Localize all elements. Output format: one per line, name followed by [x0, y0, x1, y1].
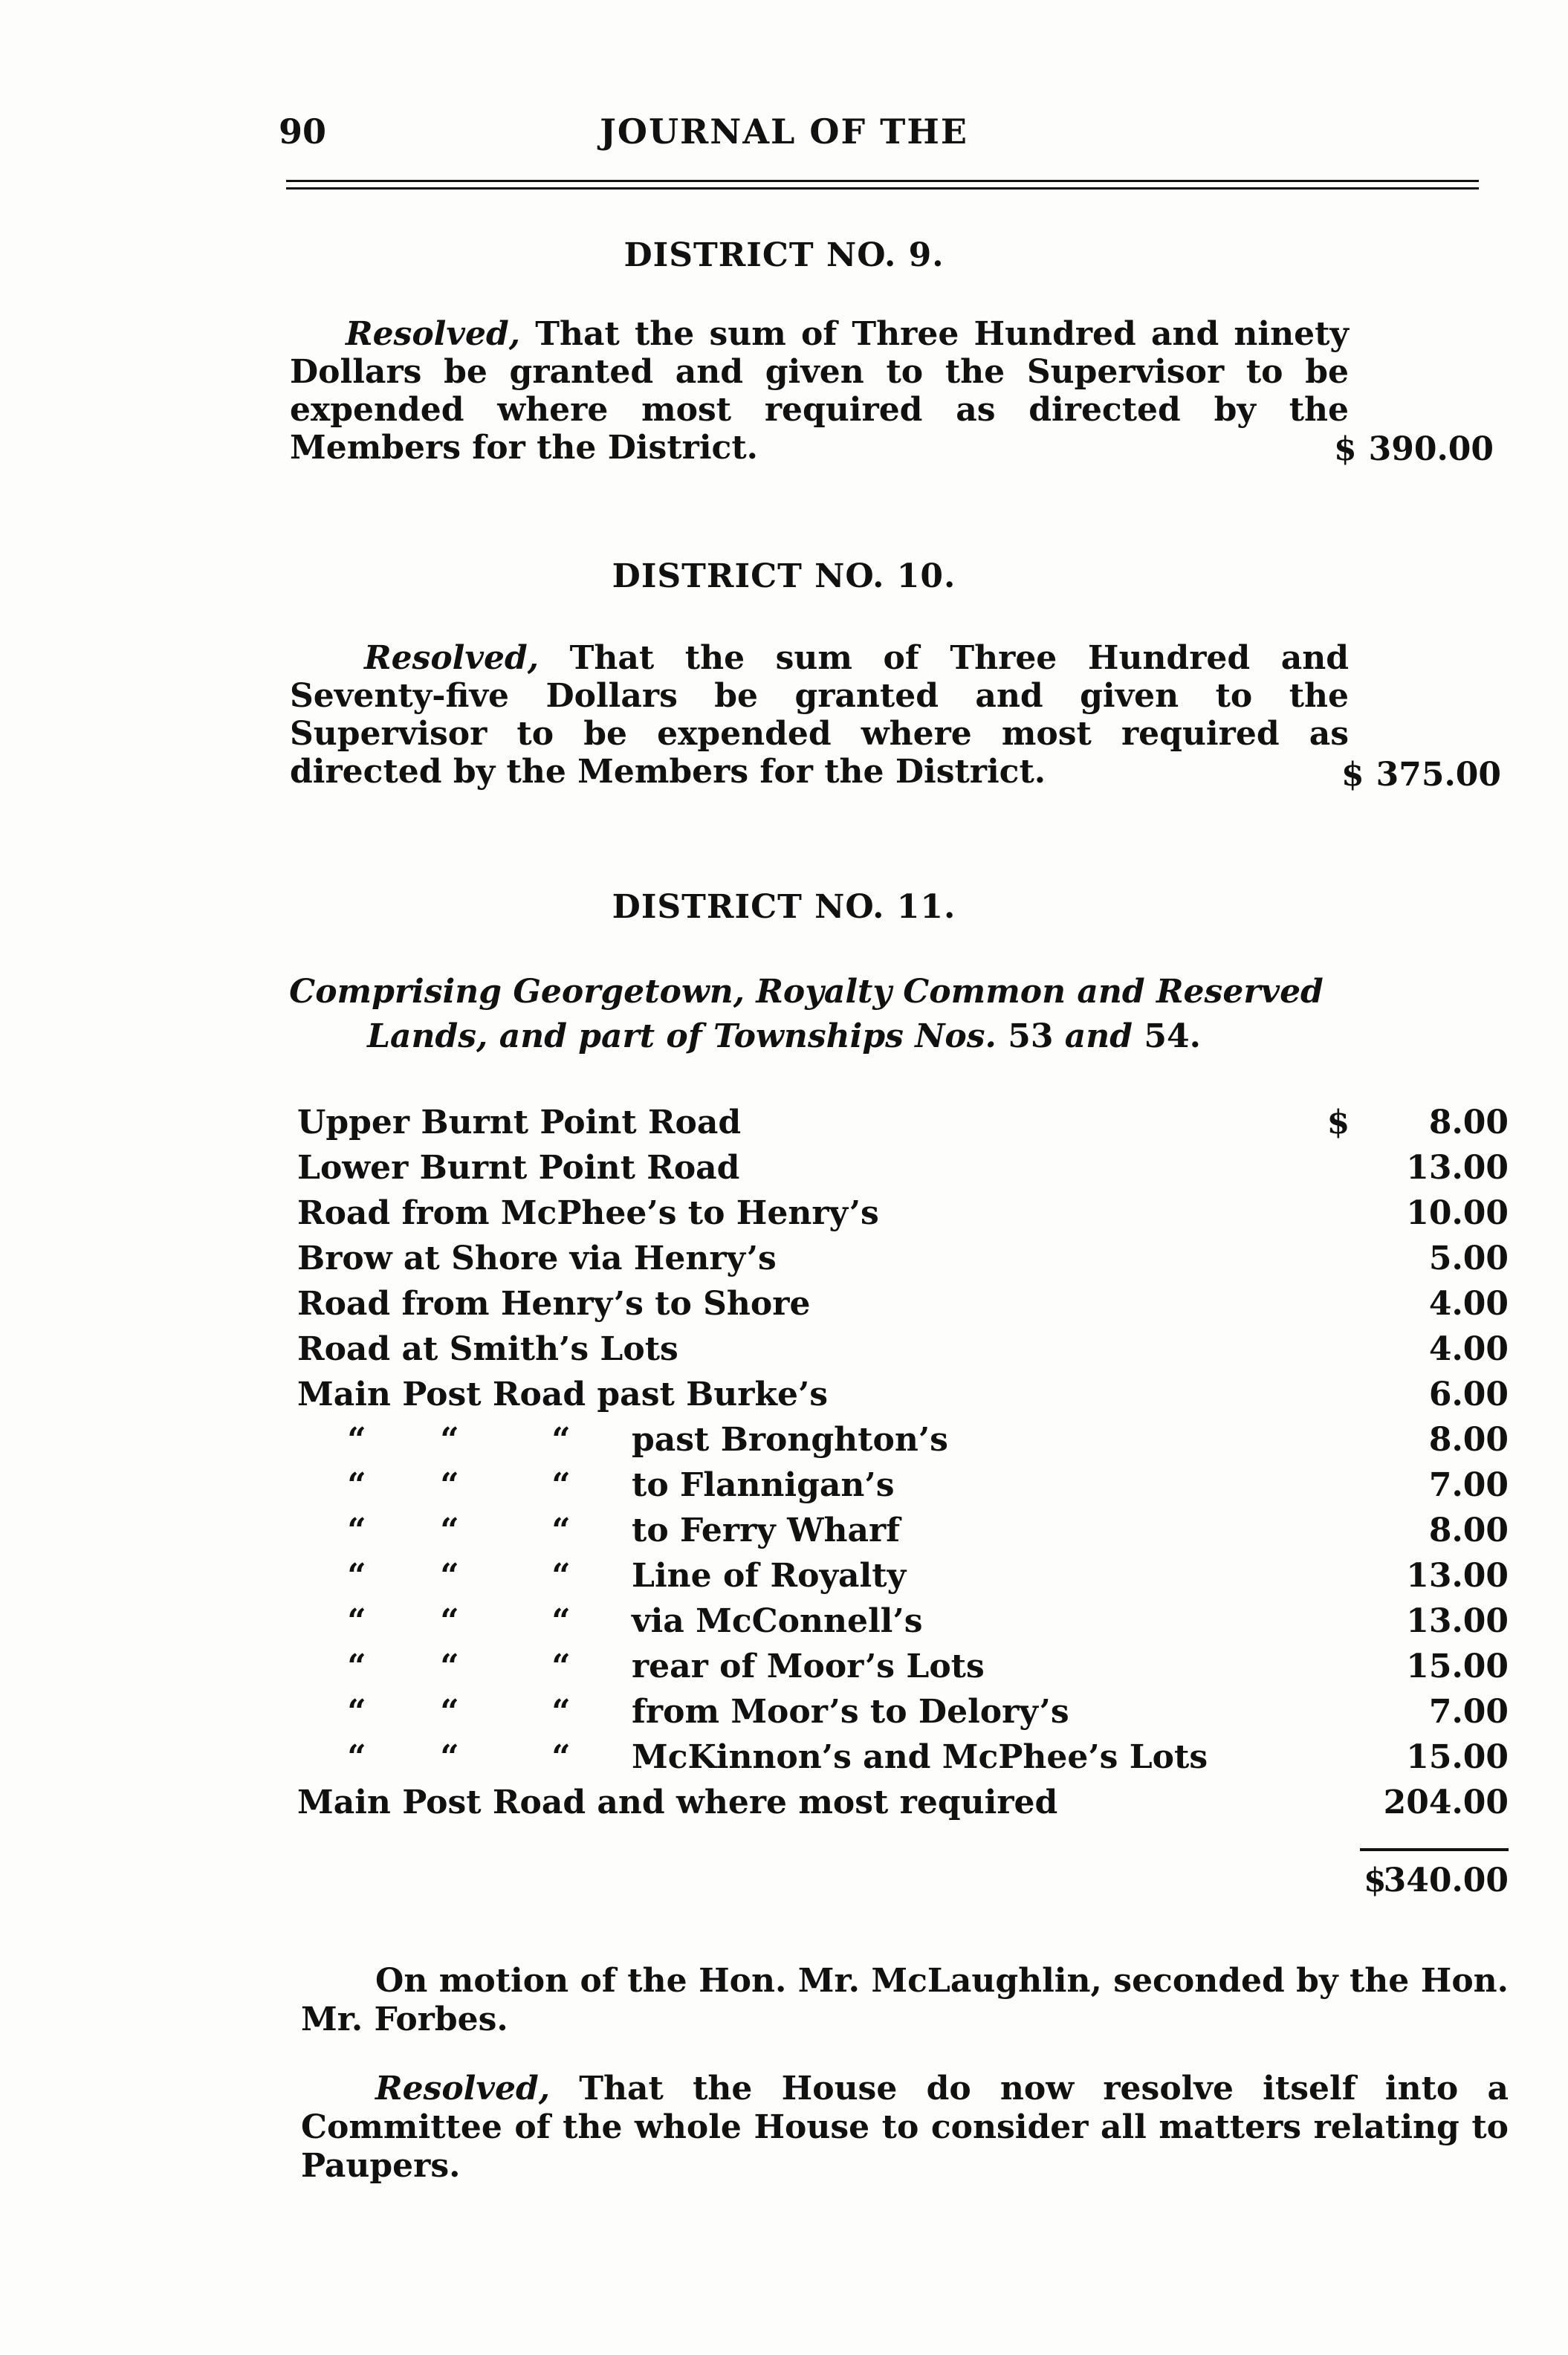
item-text: Line of Royalty	[632, 1557, 907, 1595]
ditto-mark: “	[347, 1693, 366, 1731]
item-description	[297, 1780, 1327, 1825]
currency-sign: $	[1334, 430, 1357, 468]
item-description	[297, 1145, 1327, 1191]
item-amount: 7.00	[1428, 1466, 1509, 1504]
item-currency	[1327, 1326, 1384, 1372]
item-currency	[1327, 1145, 1384, 1191]
ditto-mark: “	[440, 1557, 459, 1595]
district-10-resolution	[290, 639, 1349, 791]
header-rule-bottom	[286, 187, 1479, 189]
ditto-mark: “	[551, 1602, 571, 1640]
ditto-mark: “	[347, 1602, 366, 1640]
item-amount: 204.00	[1383, 1784, 1509, 1821]
item-description	[297, 1372, 1327, 1417]
item-description	[297, 1598, 1327, 1644]
page-number: 90	[279, 111, 327, 152]
item-amount: 10.00	[1406, 1194, 1509, 1232]
item-currency	[1327, 1462, 1384, 1508]
total-value: 340.00	[1383, 1862, 1509, 1899]
item-text: from Moor’s to Delory’s	[632, 1693, 1069, 1731]
table-row	[297, 1191, 1509, 1236]
item-currency	[1327, 1372, 1384, 1417]
table-row	[297, 1326, 1509, 1372]
item-text: to Ferry Wharf	[632, 1512, 901, 1549]
subtitle-text: Lands, and part of Townships Nos.	[367, 1017, 997, 1055]
item-amount: 7.00	[1428, 1693, 1509, 1731]
currency-sign: $	[1364, 1862, 1387, 1899]
resolution-text: That the House do now resolve itself into a Committee of the whole House to consider all matters relating to Paupers.	[301, 2070, 1509, 2185]
item-description	[297, 1281, 1327, 1326]
ditto-mark: “	[347, 1557, 366, 1595]
township-number: 54.	[1144, 1017, 1201, 1055]
total-rule	[1360, 1848, 1509, 1851]
ditto-mark: “	[347, 1738, 366, 1776]
district-10-heading: DISTRICT NO. 10.	[612, 557, 956, 595]
item-text: Lower Burnt Point Road	[297, 1149, 740, 1187]
item-text: Road from McPhee’s to Henry’s	[297, 1194, 879, 1232]
ditto-mark: “	[347, 1466, 366, 1504]
district-11-subtitle	[0, 970, 1568, 1059]
item-amount: 8.00	[1428, 1421, 1509, 1459]
ditto-mark: “	[551, 1557, 571, 1595]
item-currency	[1327, 1508, 1384, 1553]
table-row	[297, 1145, 1509, 1191]
ditto-mark: “	[347, 1421, 366, 1459]
item-text: McKinnon’s and McPhee’s Lots	[632, 1738, 1208, 1776]
item-amount: 13.00	[1406, 1557, 1509, 1595]
resolved-lead: Resolved,	[375, 2070, 551, 2108]
item-description	[297, 1236, 1327, 1281]
item-currency	[1327, 1780, 1384, 1825]
table-row	[297, 1780, 1509, 1825]
subtitle-line-2	[0, 1014, 1568, 1059]
resolution-text: That the sum of Three Hundred and ninety Dollars be granted and given to the Supervisor to be expended where most required as directed by the Members for the District.	[290, 315, 1349, 467]
district-11-total	[1364, 1862, 1509, 1906]
item-currency	[1327, 1644, 1384, 1689]
item-currency	[1327, 1281, 1384, 1326]
district-10-amount	[1341, 756, 1501, 797]
item-amount: 15.00	[1406, 1648, 1509, 1685]
ditto-mark: “	[440, 1693, 459, 1731]
township-number: 53	[1008, 1017, 1054, 1055]
item-amount: 15.00	[1406, 1738, 1509, 1776]
ditto-mark: “	[551, 1738, 571, 1776]
table-row	[297, 1236, 1509, 1281]
item-text: Road at Smith’s Lots	[297, 1330, 678, 1368]
item-currency: $	[1326, 1104, 1350, 1141]
district-9-amount	[1334, 430, 1494, 472]
item-text: Main Post Road past Burke’s	[297, 1376, 829, 1413]
item-description	[297, 1508, 1327, 1553]
ditto-mark: “	[347, 1512, 366, 1549]
item-description	[297, 1553, 1327, 1598]
item-amount: 13.00	[1406, 1602, 1509, 1640]
item-amount: 5.00	[1428, 1240, 1509, 1277]
table-row	[297, 1372, 1509, 1417]
table-row	[297, 1689, 1509, 1734]
item-currency	[1327, 1191, 1384, 1236]
motion-paragraph: On motion of the Hon. Mr. McLaughlin, seconded by the Hon. Mr. Forbes.	[301, 1962, 1509, 2038]
item-text: Brow at Shore via Henry’s	[297, 1240, 777, 1277]
table-row	[297, 1734, 1509, 1780]
table-row	[297, 1644, 1509, 1689]
subtitle-and: and	[1064, 1017, 1133, 1055]
item-text: past Bronghton’s	[632, 1421, 948, 1459]
resolved-lead: Resolved,	[364, 639, 540, 677]
table-row	[297, 1281, 1509, 1326]
ditto-mark: “	[440, 1512, 459, 1549]
item-description	[297, 1326, 1327, 1372]
ditto-mark: “	[440, 1738, 459, 1776]
item-description	[297, 1689, 1327, 1734]
item-text: rear of Moor’s Lots	[632, 1648, 985, 1685]
header-rule-top	[286, 180, 1479, 182]
amount-value: 390.00	[1368, 430, 1494, 468]
running-head: JOURNAL OF THE	[600, 111, 968, 152]
item-text: to Flannigan’s	[632, 1466, 895, 1504]
item-amount: 4.00	[1428, 1285, 1509, 1323]
ditto-mark: “	[440, 1602, 459, 1640]
item-amount: 8.00	[1428, 1104, 1509, 1141]
resolution-text: That the sum of Three Hundred and Seventy-five Dollars be granted and given to the Supervisor to be expended where most required as directed by the Members for the District.	[290, 639, 1349, 791]
item-amount: 4.00	[1428, 1330, 1509, 1368]
ditto-mark: “	[551, 1466, 571, 1504]
amount-value: 375.00	[1376, 756, 1501, 794]
item-amount: 13.00	[1406, 1149, 1509, 1187]
ditto-mark: “	[551, 1648, 571, 1685]
ditto-mark: “	[347, 1648, 366, 1685]
subtitle-line-1: Comprising Georgetown, Royalty Common and Reserved	[289, 973, 1324, 1011]
table-row	[297, 1417, 1509, 1462]
item-currency	[1327, 1236, 1384, 1281]
ditto-mark: “	[440, 1648, 459, 1685]
item-text: Upper Burnt Point Road	[297, 1104, 742, 1141]
district-9-resolution	[290, 315, 1349, 467]
item-currency	[1327, 1689, 1384, 1734]
item-text: via McConnell’s	[632, 1602, 923, 1640]
table-row	[297, 1553, 1509, 1598]
item-currency	[1327, 1417, 1384, 1462]
table-row	[297, 1598, 1509, 1644]
item-description	[297, 1100, 1327, 1145]
district-9-heading: DISTRICT NO. 9.	[623, 236, 945, 274]
ditto-mark: “	[551, 1693, 571, 1731]
district-11-items-table	[297, 1100, 1509, 1825]
ditto-mark: “	[551, 1512, 571, 1549]
item-amount: 6.00	[1428, 1376, 1509, 1413]
resolved-lead: Resolved,	[346, 315, 521, 353]
item-currency	[1327, 1553, 1384, 1598]
table-row	[297, 1462, 1509, 1508]
item-text: Main Post Road and where most required	[297, 1784, 1058, 1821]
district-11-heading: DISTRICT NO. 11.	[612, 888, 956, 926]
item-description	[297, 1191, 1327, 1236]
ditto-mark: “	[440, 1466, 459, 1504]
ditto-mark: “	[551, 1421, 571, 1459]
item-description	[297, 1734, 1327, 1780]
item-description	[297, 1417, 1327, 1462]
ditto-mark: “	[440, 1421, 459, 1459]
item-text: Road from Henry’s to Shore	[297, 1285, 811, 1323]
final-resolution	[301, 2070, 1509, 2186]
item-description	[297, 1462, 1327, 1508]
item-currency	[1327, 1734, 1384, 1780]
currency-sign: $	[1341, 756, 1364, 794]
item-currency	[1327, 1598, 1384, 1644]
table-row	[297, 1508, 1509, 1553]
item-amount: 8.00	[1428, 1512, 1509, 1549]
table-row	[297, 1100, 1509, 1145]
item-description	[297, 1644, 1327, 1689]
